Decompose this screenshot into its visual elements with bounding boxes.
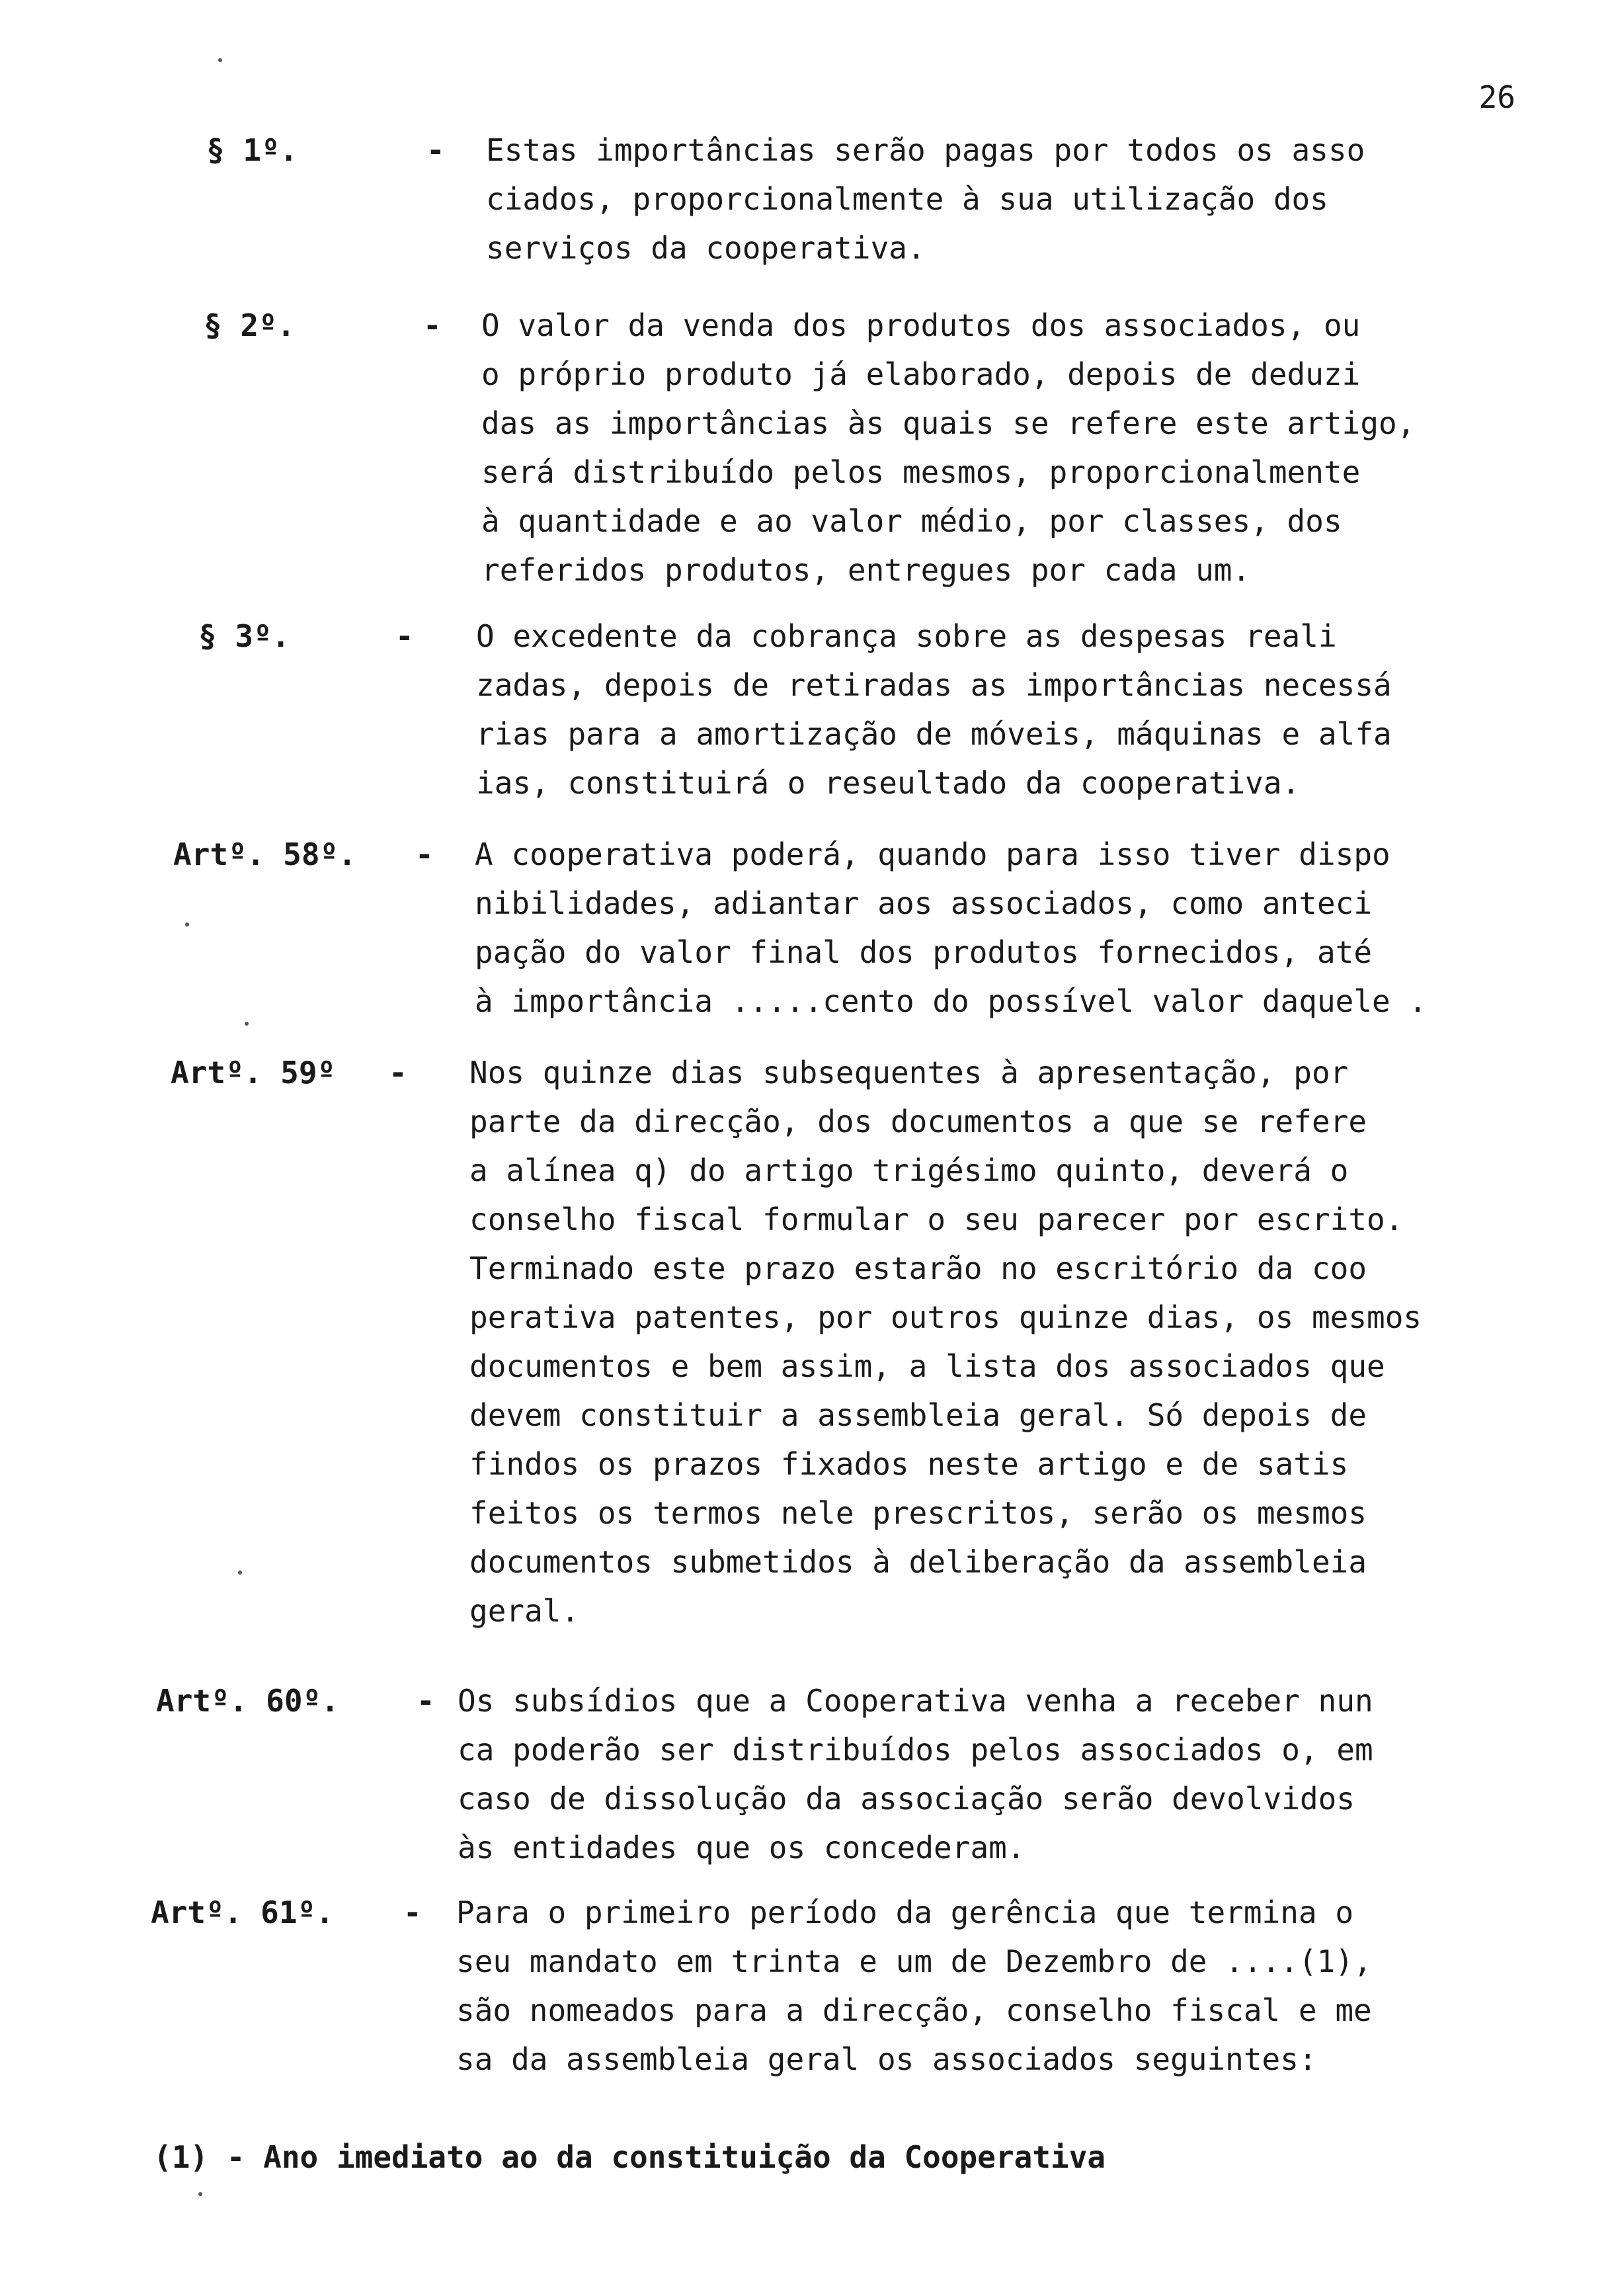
article-text (469, 1048, 1476, 1635)
section-dash: - (423, 308, 442, 343)
footnote: (1) - Ano imediato ao da constituição da Cooperativa (153, 2139, 1106, 2175)
text-line: à quantidade e ao valor médio, por classes, dos (481, 503, 1342, 539)
section-text (481, 301, 1476, 594)
text-line: seu mandato em trinta e um de Dezembro de ....(1), (456, 1944, 1372, 1979)
text-line: perativa patentes, por outros quinze dias, os mesmos (469, 1299, 1422, 1335)
section-dash: - (395, 618, 414, 654)
article-label: Artº. 59º (171, 1055, 336, 1090)
text-line: às entidades que os concederam. (458, 1830, 1025, 1866)
text-line: A cooperativa poderá, quando para isso tiver dispo (475, 837, 1390, 872)
article-label: Artº. 58º. (173, 837, 356, 872)
text-line: a alínea q) do artigo trigésimo quinto, deverá o (469, 1153, 1349, 1188)
text-line: Os subsídios que a Cooperativa venha a receber nun (458, 1683, 1373, 1719)
text-line: ca poderão ser distribuídos pelos associados o, em (458, 1732, 1373, 1768)
text-line: sa da assembleia geral os associados seguintes: (456, 2041, 1317, 2077)
text-line: será distribuído pelos mesmos, proporcionalmente (481, 454, 1361, 490)
text-line: parte da direcção, dos documentos a que se refere (469, 1104, 1367, 1139)
text-line: documentos e bem assim, a lista dos associados que (469, 1348, 1385, 1384)
text-line: serviços da cooperativa. (486, 230, 926, 266)
text-line: conselho fiscal formular o seu parecer por escrito. (469, 1202, 1404, 1237)
article-text (475, 830, 1476, 1026)
scan-speck (245, 1022, 249, 1026)
text-line: rias para a amortização de móveis, máquinas e alfa (476, 716, 1392, 752)
scan-speck (185, 922, 189, 926)
article-text (458, 1676, 1476, 1872)
article-label: Artº. 60º. (156, 1683, 339, 1719)
text-line: Terminado este prazo estarão no escritório da coo (469, 1250, 1367, 1286)
text-line: das as importâncias às quais se refere este artigo, (481, 405, 1416, 441)
text-line: O valor da venda dos produtos dos associados, ou (481, 308, 1361, 343)
page-number: 26 (1478, 79, 1515, 115)
text-line: são nomeados para a direcção, conselho fiscal e me (456, 1992, 1372, 2028)
article-label: Artº. 61º. (151, 1895, 334, 1930)
text-line: findos os prazos fixados neste artigo e de satis (469, 1446, 1349, 1482)
article-text (456, 1888, 1476, 2084)
text-line: ciados, proporcionalmente à sua utilização dos (486, 181, 1328, 217)
scan-speck (238, 1571, 242, 1575)
text-line: Para o primeiro período da gerência que termina o (456, 1895, 1354, 1930)
text-line: feitos os termos nele prescritos, serão os mesmos (469, 1495, 1367, 1531)
section-dash: - (426, 132, 445, 168)
text-line: devem constituir a assembleia geral. Só depois de (469, 1397, 1367, 1433)
text-line: documentos submetidos à deliberação da assembleia (469, 1544, 1367, 1580)
section-text (476, 612, 1476, 807)
text-line: à importância .....cento do possível valor daquele . (475, 983, 1427, 1019)
section-label: § 2º. (204, 308, 296, 343)
section-label: § 1º. (206, 132, 298, 168)
text-line: Estas importâncias serão pagas por todos os asso (486, 132, 1365, 168)
text-line: pação do valor final dos produtos fornecidos, até (475, 934, 1373, 970)
text-line: geral. (469, 1593, 580, 1629)
text-line: ias, constituirá o reseultado da cooperativa. (476, 765, 1301, 801)
text-line: caso de dissolução da associação serão devolvidos (458, 1781, 1355, 1817)
text-line: Nos quinze dias subsequentes à apresentação, por (469, 1055, 1349, 1090)
text-line: zadas, depois de retiradas as importâncias necessá (476, 667, 1392, 703)
article-dash: - (403, 1895, 422, 1930)
article-dash: - (389, 1055, 407, 1090)
scan-speck (198, 2192, 202, 2196)
section-text (486, 126, 1476, 272)
section-label: § 3º. (198, 618, 290, 654)
article-dash: - (415, 837, 434, 872)
text-line: referidos produtos, entregues por cada um. (481, 552, 1251, 588)
text-line: o próprio produto já elaborado, depois de deduzi (481, 356, 1361, 392)
scan-speck (218, 58, 222, 62)
text-line: O excedente da cobrança sobre as despesas reali (476, 618, 1337, 654)
text-line: nibilidades, adiantar aos associados, como anteci (475, 885, 1373, 921)
article-dash: - (417, 1683, 435, 1719)
